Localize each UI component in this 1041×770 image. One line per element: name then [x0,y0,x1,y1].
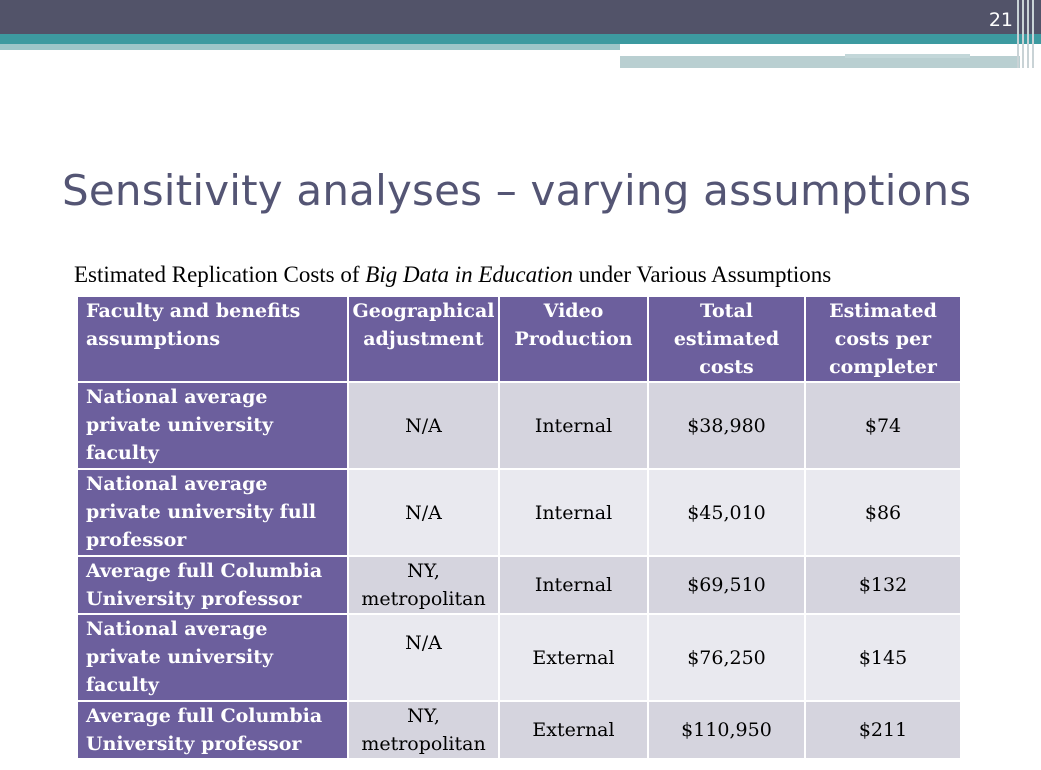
accent-stripe [0,34,1041,44]
table-row [77,556,961,614]
caption-italic: Big Data in Education [365,262,573,287]
table-row [77,614,961,701]
header-per-completer: Estimated costs per completer [805,296,961,382]
cost-table [76,295,962,760]
accent-stripe-thin [845,54,970,58]
row-per-completer: $74 [805,382,961,469]
row-total: $110,950 [648,701,805,759]
row-geo: N/A [348,382,499,469]
table-header-row [77,296,961,382]
row-total: $45,010 [648,469,805,556]
row-geo: N/A [348,614,499,701]
row-assumption: National average private university faculty [77,614,348,701]
row-per-completer: $86 [805,469,961,556]
row-total: $76,250 [648,614,805,701]
accent-gap [620,44,1041,54]
row-video: Internal [499,469,648,556]
row-video: External [499,701,648,759]
caption-suffix: under Various Assumptions [572,262,832,287]
table-caption [74,262,831,288]
caption-prefix: Estimated Replication Costs of [74,262,366,287]
row-geo: N/A [348,469,499,556]
decorative-lines [1017,0,1035,68]
row-geo: NY, metropolitan [348,701,499,759]
row-total: $38,980 [648,382,805,469]
slide-number: 21 [988,9,1013,31]
header-total: Total estimated costs [648,296,805,382]
row-assumption: Average full Columbia University professor [77,701,348,759]
slide-title: Sensitivity analyses – varying assumptions [62,166,972,215]
table-row [77,469,961,556]
row-video: External [499,614,648,701]
row-per-completer: $145 [805,614,961,701]
top-bar [0,0,1041,34]
row-assumption: Average full Columbia University professor [77,556,348,614]
header-geo: Geographical adjustment [348,296,499,382]
header-assumptions: Faculty and benefits assumptions [77,296,348,382]
table-row [77,701,961,759]
row-geo: NY, metropolitan [348,556,499,614]
row-total: $69,510 [648,556,805,614]
row-video: Internal [499,556,648,614]
row-per-completer: $211 [805,701,961,759]
row-video: Internal [499,382,648,469]
accent-stripe-light [0,44,620,50]
row-per-completer: $132 [805,556,961,614]
row-assumption: National average private university faculty [77,382,348,469]
table-row [77,382,961,469]
row-assumption: National average private university full professor [77,469,348,556]
header-video: Video Production [499,296,648,382]
